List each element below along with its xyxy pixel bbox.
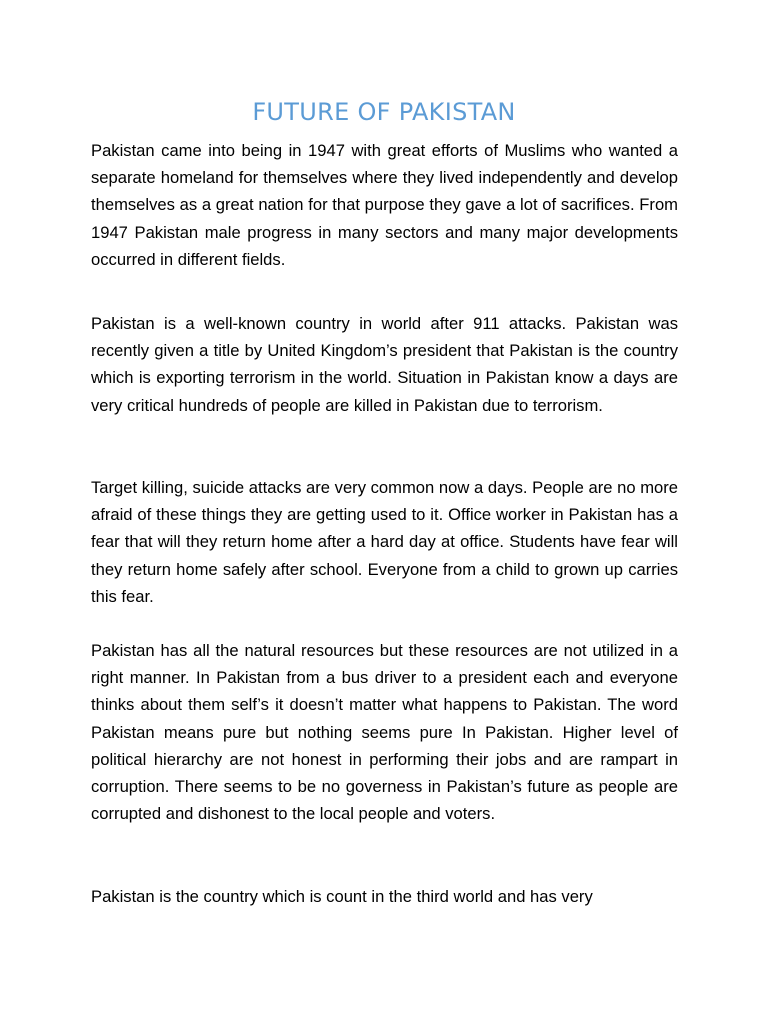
paragraph-origins: Pakistan came into being in 1947 with great efforts of Muslims who wanted a separate homeland for themselves where they lived independently and develop themselves as a great nation for that purpose they gave a lot of sacrifices. From 1947 Pakistan male progress in many sectors and many major developments occurred in different fields.	[91, 141, 678, 269]
document-title: FUTURE OF PAKISTAN	[252, 98, 516, 126]
paragraph-third-world: Pakistan is the country which is count in the third world and has very	[91, 887, 593, 906]
paragraph-terrorism: Pakistan is a well-known country in world after 911 attacks. Pakistan was recently given a title by United Kingdom’s president that Pakistan is the country which is exporting terrorism in the world. Situation in Pakistan know a days are very critical hundreds of people are killed in Pakistan due to terrorism.	[91, 314, 678, 415]
paragraph-target-killing: Target killing, suicide attacks are very common now a days. People are no more afraid of these things they are getting used to it. Office worker in Pakistan has a fear that will they return home after a hard day at office. Students have fear will they return home safely after school. Everyone from a child to grown up carries this fear.	[91, 478, 678, 606]
paragraph-resources: Pakistan has all the natural resources but these resources are not utilized in a right manner. In Pakistan from a bus driver to a president each and everyone thinks about them self’s it doesn’t matter what happens to Pakistan. The word Pakistan means pure but nothing seems pure In Pakistan. Higher level of political hierarchy are not honest in performing their jobs and are rampart in corruption. There seems to be no governess in Pakistan’s future as people are corrupted and dishonest to the local people and voters.	[91, 641, 678, 824]
